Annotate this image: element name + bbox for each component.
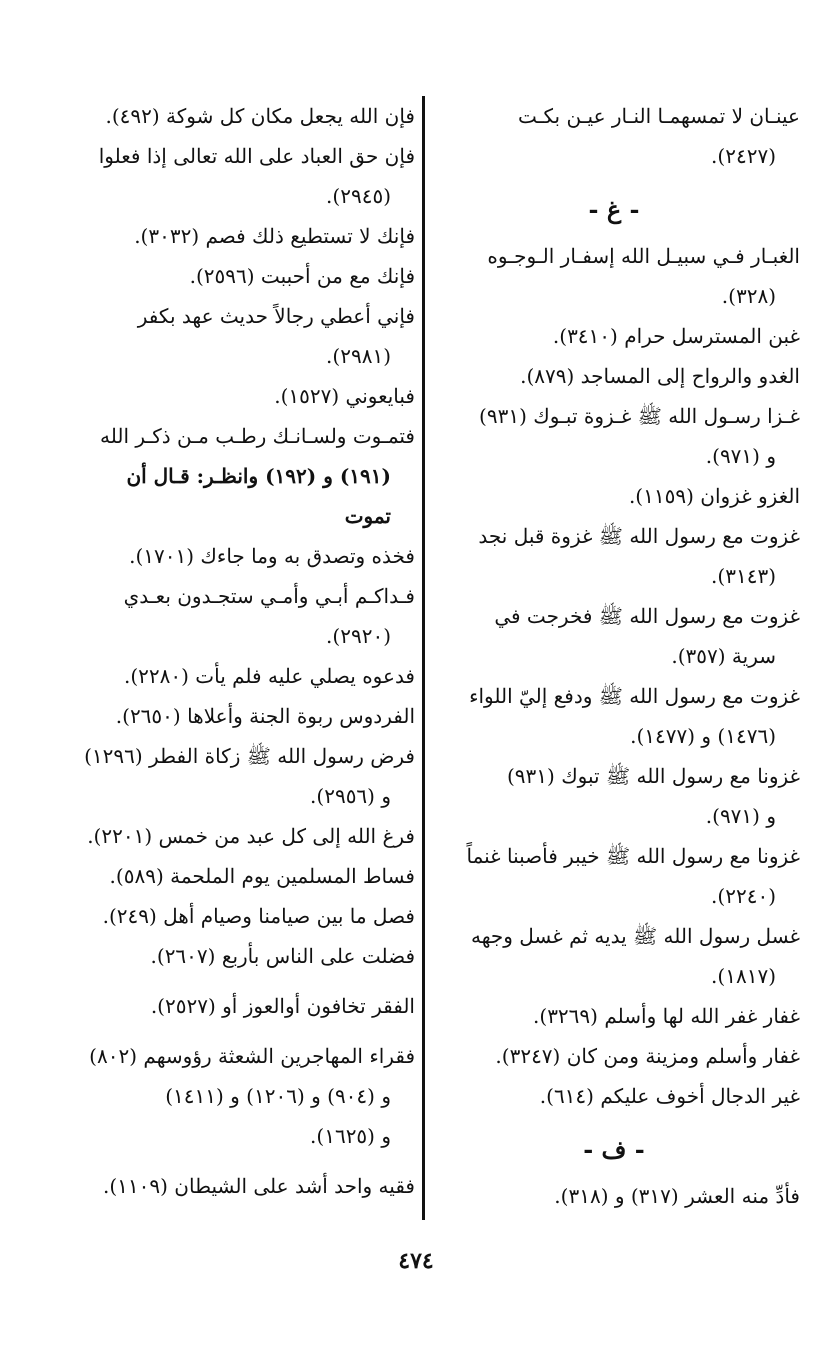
index-entry: غبن المسترسل حرام (٣٤١٠). bbox=[552, 324, 800, 348]
spacer bbox=[30, 1026, 415, 1036]
index-entry: غفار وأسلم ومزينة ومن كان (٣٢٤٧). bbox=[495, 1044, 800, 1068]
index-entry: فبايعوني (١٥٢٧). bbox=[274, 384, 415, 408]
index-entry: فدعوه يصلي عليه فلم يأت (٢٢٨٠). bbox=[123, 664, 415, 688]
index-entry: فإنك مع من أحببت (٢٥٩٦). bbox=[189, 264, 415, 288]
index-entry: فإن الله يجعل مكان كل شوكة (٤٩٢). bbox=[105, 104, 415, 128]
index-entry: فرض رسول الله ﷺ زكاة الفطر (١٢٩٦) و (٢٩٥٦). bbox=[84, 744, 415, 808]
index-entry: الفقر تخافون أوالعوز أو (٢٥٢٧). bbox=[150, 994, 415, 1018]
index-entry: غزونا مع رسول الله ﷺ تبوك (٩٣١) و (٩٧١). bbox=[506, 764, 800, 828]
index-entry: غير الدجال أخوف عليكم (٦١٤). bbox=[539, 1084, 800, 1108]
spacer bbox=[30, 1156, 415, 1166]
page-number: ٤٧٤ bbox=[398, 1248, 434, 1274]
index-entry: عينـان لا تمسهمـا النـار عيـن بكـت (٢٤٢٧). bbox=[517, 104, 800, 168]
right-column bbox=[428, 96, 800, 1216]
index-entry: فـداكـم أبـي وأمـي ستجـدون بعـدي (٢٩٢٠). bbox=[123, 584, 415, 648]
index-entry: الغدو والرواح إلى المساجد (٨٧٩). bbox=[520, 364, 800, 388]
index-entry: الغزو غزوان (١١٥٩). bbox=[628, 484, 800, 508]
index-entry: فقراء المهاجرين الشعثة رؤوسهم (٨٠٢) و (٩٠٤) و (١٢٠٦) و (١٤١١) و (١٦٢٥). bbox=[89, 1044, 415, 1148]
index-entry: الغبـار فـي سبيـل الله إسفـار الـوجـوه (٣٢٨). bbox=[487, 244, 800, 308]
index-entry: غـزا رسـول الله ﷺ غـزوة تبـوك (٩٣١) و (٩٧١). bbox=[479, 404, 800, 468]
left-column bbox=[30, 96, 415, 1206]
index-entry: غسل رسول الله ﷺ يديه ثم غسل وجهه (١٨١٧). bbox=[470, 924, 800, 988]
index-entry: غزوت مع رسول الله ﷺ غزوة قبل نجد (٣١٤٣). bbox=[478, 524, 800, 588]
index-entry: فإن حق العباد على الله تعالى إذا فعلوا (٢٩٤٥). bbox=[98, 144, 415, 208]
index-entry: فإنك لا تستطيع ذلك فصم (٣٠٣٢). bbox=[134, 224, 415, 248]
index-entry: غزوت مع رسول الله ﷺ ودفع إليّ اللواء (١٤٧٦) و (١٤٧٧). bbox=[469, 684, 800, 748]
spacer bbox=[30, 976, 415, 986]
index-entry: غزونا مع رسول الله ﷺ خيبر فأصبنا غنماً (٢٢٤٠). bbox=[466, 844, 800, 908]
index-entry: فتمـوت ولسـانـك رطـب مـن ذكـر الله (١٩١) و (١٩٢) وانظـر: قـال أن تموت bbox=[100, 424, 415, 528]
section-heading-fa: - ف - bbox=[583, 1135, 645, 1164]
column-divider bbox=[422, 96, 425, 1220]
index-entry: فساط المسلمين يوم الملحمة (٥٨٩). bbox=[109, 864, 415, 888]
section-heading-gh: - غ - bbox=[588, 195, 640, 224]
index-entry: فضلت على الناس بأربع (٢٦٠٧). bbox=[150, 944, 415, 968]
index-entry: فرغ الله إلى كل عبد من خمس (٢٢٠١). bbox=[87, 824, 415, 848]
index-entry: فأدِّ منه العشر (٣١٧) و (٣١٨). bbox=[554, 1184, 800, 1208]
index-entry: فخذه وتصدق به وما جاءك (١٧٠١). bbox=[129, 544, 415, 568]
index-entry: فصل ما بين صيامنا وصيام أهل (٢٤٩). bbox=[102, 904, 415, 928]
index-entry: الفردوس ربوة الجنة وأعلاها (٢٦٥٠). bbox=[115, 704, 415, 728]
index-entry: فقيه واحد أشد على الشيطان (١١٠٩). bbox=[103, 1174, 415, 1198]
index-entry: غزوت مع رسول الله ﷺ فخرجت في سرية (٣٥٧). bbox=[494, 604, 800, 668]
index-entry: غفار غفر الله لها وأسلم (٣٢٦٩). bbox=[533, 1004, 800, 1028]
index-entry: فإني أعطي رجالاً حديث عهد بكفر (٢٩٨١). bbox=[137, 304, 415, 368]
